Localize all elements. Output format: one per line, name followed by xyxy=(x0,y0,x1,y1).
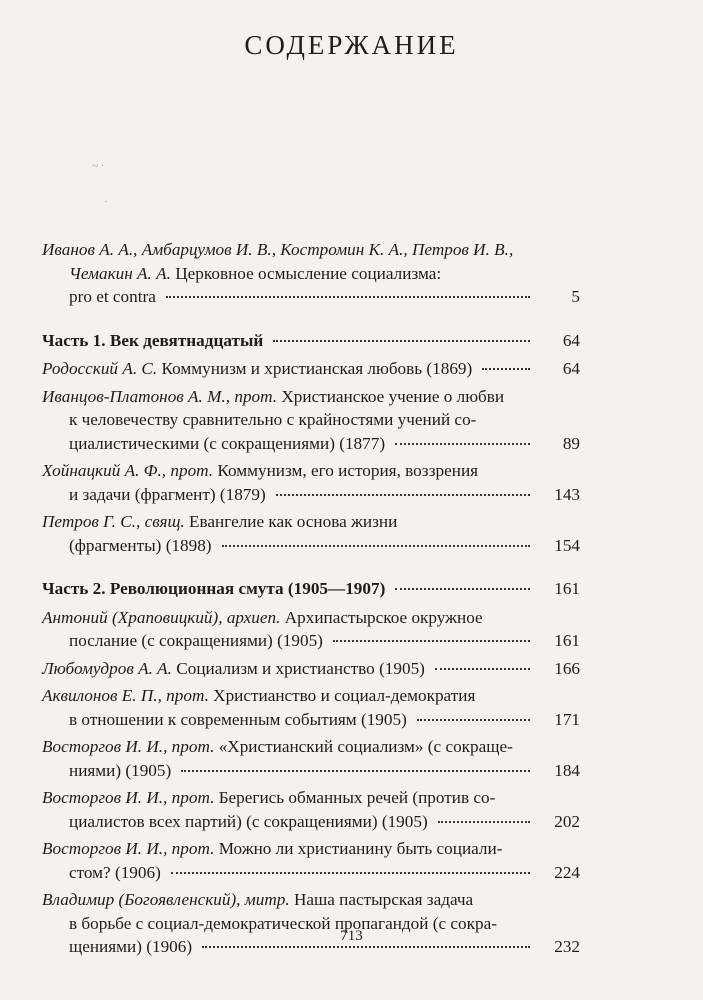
toc-entry-first-line xyxy=(42,735,580,759)
dot-leader xyxy=(417,719,530,721)
dot-leader xyxy=(482,368,530,370)
toc-entry-last-line xyxy=(42,861,580,885)
toc-entry-title-start: Архипастырское окружное xyxy=(284,607,483,627)
dot-leader xyxy=(171,872,530,874)
toc-entry-title: Коммунизм и христианская любовь (1869) xyxy=(161,359,473,378)
toc-entry-page: 232 xyxy=(554,937,580,956)
toc-entry xyxy=(42,684,580,731)
toc-entry-title-start: Можно ли христианину быть социали- xyxy=(218,839,503,858)
toc-entry-last-line xyxy=(42,357,580,381)
toc-entry-title-start: Христианство и социал-демократия xyxy=(213,686,476,705)
toc-entry-title-line: в борьбе с социал-демократической пропагандой (с сокра- xyxy=(69,913,497,933)
toc-entry-first-line xyxy=(42,837,580,861)
toc-entry-author: Восторгов И. И., прот. xyxy=(42,788,215,807)
print-speck: · xyxy=(104,196,108,208)
dot-leader xyxy=(202,946,530,948)
toc-entry-last-line xyxy=(42,329,580,353)
toc-part-title: Часть 2. Революционная смута (1905—1907) xyxy=(42,579,386,598)
toc-entry-page: 64 xyxy=(562,330,580,350)
dot-leader xyxy=(273,340,530,342)
toc-entry xyxy=(42,510,580,557)
toc-entry-page: 154 xyxy=(554,535,580,555)
toc-entry-author: Хойнацкий А. Ф., прот. xyxy=(42,461,214,480)
toc-entry-page: 224 xyxy=(554,862,580,882)
dot-leader xyxy=(222,545,530,547)
toc-entry-page: 184 xyxy=(554,760,580,780)
toc-entry-title-end: щениями) (1906) xyxy=(69,937,193,956)
toc-entry-title-end: (фрагменты) (1898) xyxy=(69,535,212,555)
dot-leader xyxy=(181,770,530,772)
table-of-contents xyxy=(42,238,580,963)
toc-entry-page: 64 xyxy=(562,359,580,378)
toc-entry-last-line xyxy=(42,483,580,507)
toc-entry-title-end: и задачи (фрагмент) (1879) xyxy=(69,484,266,504)
toc-entry-last-line xyxy=(42,432,580,456)
toc-entry-first-line xyxy=(42,385,580,409)
toc-entry-title-start: Берегись обманных речей (против со- xyxy=(218,788,496,807)
toc-entry xyxy=(42,459,580,506)
toc-entry-last-line xyxy=(42,534,580,558)
toc-entry-author: Антоний (Храповицкий), архиеп. xyxy=(42,607,281,627)
dot-leader xyxy=(438,821,530,823)
dot-leader xyxy=(395,588,530,590)
toc-entry-author: Родосский А. С. xyxy=(42,359,158,378)
toc-entry-title-end: ниями) (1905) xyxy=(69,760,172,780)
toc-entry-title-end: pro et contra xyxy=(69,287,156,306)
dot-leader xyxy=(333,640,530,642)
toc-entry-last-line xyxy=(42,577,580,601)
toc-entry xyxy=(42,888,580,959)
toc-entry-author: Петров Г. С., свящ. xyxy=(42,512,185,531)
toc-entry-first-line xyxy=(42,510,580,534)
toc-entry xyxy=(42,735,580,782)
toc-part-title: Часть 1. Век девятнадцатый xyxy=(42,330,264,350)
dot-leader xyxy=(395,443,530,445)
toc-entry-title-end: стом? (1906) xyxy=(69,862,161,882)
toc-entry-last-line xyxy=(42,759,580,783)
toc-entry-last-line xyxy=(42,708,580,732)
toc-entry-last-line xyxy=(42,657,580,681)
toc-entry-page: 5 xyxy=(571,287,580,306)
toc-entry-last-line xyxy=(42,629,580,653)
toc-part-heading xyxy=(42,577,580,601)
toc-entry-title-end: циалистов всех партий) (с сокращениями) (1905) xyxy=(69,811,428,831)
toc-entry-title-end: в отношении к современным событиям (1905) xyxy=(69,709,407,729)
toc-entry xyxy=(42,357,580,381)
dot-leader xyxy=(166,296,530,298)
toc-entry-author: Аквилонов Е. П., прот. xyxy=(42,686,209,705)
toc-entry-author: Иванов А. А., Амбарцумов И. В., Костромин К. А., Петров И. В., xyxy=(42,240,514,259)
toc-entry-title-line: к человечеству сравнительно с крайностями учений со- xyxy=(69,410,477,429)
dot-leader xyxy=(276,494,530,496)
toc-entry-title-start: Евангелие как основа жизни xyxy=(189,512,398,531)
toc-entry-title: Социализм и христианство (1905) xyxy=(176,658,425,678)
toc-entry-page: 161 xyxy=(554,579,580,598)
page-title: СОДЕРЖАНИЕ xyxy=(244,30,459,60)
print-speck: ~ · xyxy=(92,160,105,172)
toc-entry xyxy=(42,837,580,884)
toc-entry xyxy=(42,238,580,309)
toc-entry xyxy=(42,657,580,681)
toc-entry xyxy=(42,606,580,653)
toc-entry-author: Владимир (Богоявленский), митр. xyxy=(42,890,290,909)
page-number: 713 xyxy=(340,928,363,944)
toc-entry-author: Иванцов-Платонов А. М., прот. xyxy=(42,386,278,406)
toc-entry-title-end: циалистическими (с сокращениями) (1877) xyxy=(69,433,386,453)
toc-entry-first-line xyxy=(42,606,580,630)
toc-entry-title-start: Христианское учение о любви xyxy=(281,386,505,406)
toc-entry-page: 171 xyxy=(554,709,580,729)
toc-entry-page: 166 xyxy=(554,658,580,678)
toc-part-heading xyxy=(42,329,580,353)
toc-entry-last-line xyxy=(42,810,580,834)
toc-entry-title-start: «Христианский социализм» (с сокраще- xyxy=(218,737,513,756)
toc-entry-title-start: Коммунизм, его история, воззрения xyxy=(217,461,479,480)
dot-leader xyxy=(435,668,530,670)
toc-entry-page: 143 xyxy=(554,484,580,504)
toc-entry-author: Любомудров А. А. xyxy=(42,658,172,678)
toc-entry-page: 89 xyxy=(562,433,580,453)
toc-entry xyxy=(42,385,580,456)
toc-entry xyxy=(42,786,580,833)
toc-entry-author: Восторгов И. И., прот. xyxy=(42,737,215,756)
toc-entry-page: 161 xyxy=(554,631,580,650)
toc-entry-title-start: Наша пастырская задача xyxy=(293,890,474,909)
toc-entry-title-end: послание (с сокращениями) (1905) xyxy=(69,631,323,650)
toc-entry-author: Восторгов И. И., прот. xyxy=(42,839,215,858)
toc-entry-last-line xyxy=(42,285,580,309)
toc-entry-first-line xyxy=(42,888,580,912)
toc-entry-first-line xyxy=(42,459,580,483)
toc-entry-page: 202 xyxy=(554,811,580,831)
toc-entry-title-line: Чемакин А. А. Церковное осмысление социализма: xyxy=(69,263,442,283)
toc-entry-first-line xyxy=(42,786,580,810)
toc-entry-first-line xyxy=(42,684,580,708)
